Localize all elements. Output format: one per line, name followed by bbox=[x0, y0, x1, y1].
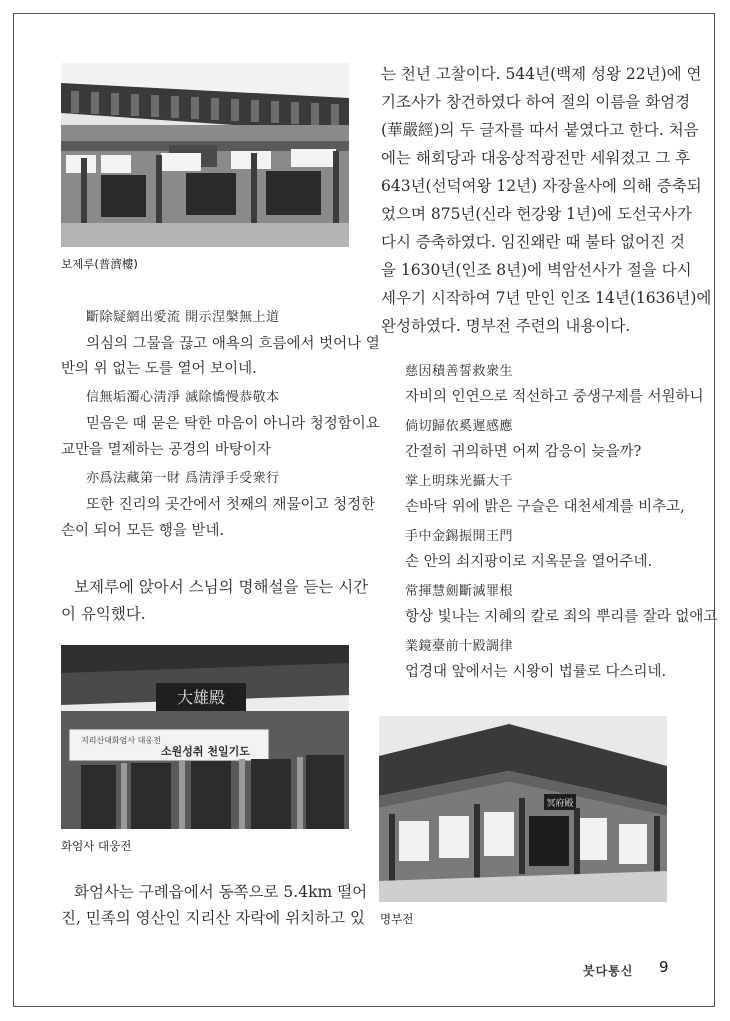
verse-hanja-1: 斷除疑網出愛流 開示涅槃無上道 bbox=[86, 310, 280, 325]
paragraph-line: 화엄사는 구례읍에서 동쪽으로 5.4km 떨어 bbox=[74, 883, 368, 901]
myeongbujeon-caption: 명부전 bbox=[380, 912, 414, 926]
right-paragraph-line: 기조사가 창건하였다 하여 절의 이름을 화엄경 bbox=[381, 93, 691, 111]
verse-korean-1a: 의심의 그물을 끊고 애욕의 흐름에서 벗어나 열 bbox=[86, 336, 380, 352]
verse-korean: 자비의 인연으로 적선하고 중생구제를 서원하니 bbox=[405, 389, 704, 405]
verse-korean-2a: 믿음은 때 묻은 탁한 마음이 아니라 청정함이요 bbox=[86, 416, 380, 432]
verse-hanja: 掌上明珠光攝大千 bbox=[405, 474, 514, 489]
verse-korean-2b: 교만을 멸제하는 공경의 바탕이자 bbox=[61, 442, 271, 458]
right-paragraph-line: 을 1630년(인조 8년)에 벽암선사가 절을 다시 bbox=[381, 261, 692, 279]
magazine-logo: 붓다통신 bbox=[583, 964, 634, 978]
banner-line-1: 지리산대화엄사 대웅전 bbox=[81, 736, 161, 745]
myeongbujeon-plaque: 冥府殿 bbox=[546, 799, 574, 809]
daeungjeon-photo bbox=[61, 645, 349, 829]
right-paragraph-line: 에는 해회당과 대웅상적광전만 세워졌고 그 후 bbox=[381, 149, 691, 167]
verse-korean: 업경대 앞에서는 시왕이 법률로 다스리네. bbox=[405, 664, 667, 680]
verse-korean: 손 안의 쇠지팡이로 지옥문을 열어주네. bbox=[405, 554, 653, 570]
right-paragraph-line: 다시 증축하였다. 임진왜란 때 불타 없어진 것 bbox=[381, 233, 686, 251]
right-paragraph-line: 완성하였다. 명부전 주련의 내용이다. bbox=[381, 317, 631, 335]
right-paragraph-line: 었으며 875년(신라 헌강왕 1년)에 도선국사가 bbox=[381, 205, 692, 223]
bojeru-caption: 보제루(普濟樓) bbox=[61, 257, 138, 271]
paragraph-line: 진, 민족의 영산인 지리산 자락에 위치하고 있 bbox=[61, 909, 366, 927]
verse-hanja: 倘切歸依奚遲感應 bbox=[405, 419, 514, 434]
verse-korean-3a: 또한 진리의 곳간에서 첫째의 재물이고 청정한 bbox=[86, 497, 376, 513]
daeungjeon-caption: 화엄사 대웅전 bbox=[61, 839, 132, 853]
paragraph-line: 보제루에 앉아서 스님의 명해설을 듣는 시간 bbox=[74, 578, 369, 596]
myeongbujeon-photo bbox=[379, 716, 667, 902]
verse-korean: 손바닥 위에 밝은 구슬은 대천세계를 비추고, bbox=[405, 499, 685, 515]
verse-korean: 간절히 귀의하면 어찌 감응이 늦을까? bbox=[405, 444, 642, 460]
verse-hanja: 常揮慧劍斷滅罪根 bbox=[405, 584, 514, 599]
daeungjeon-plaque: 大雄殿 bbox=[176, 688, 226, 707]
verse-korean-1b: 반의 위 없는 도를 열어 보이네. bbox=[61, 361, 257, 377]
verse-hanja-3: 亦爲法藏第一財 爲淸淨手受衆行 bbox=[86, 471, 280, 486]
right-paragraph-line: 세우기 시작하여 7년 만인 인조 14년(1636년)에 bbox=[381, 289, 712, 307]
right-paragraph-line: 643년(선덕여왕 12년) 자장율사에 의해 증축되 bbox=[381, 177, 702, 195]
verse-hanja-2: 信無垢濁心淸淨 滅除憍慢恭敬本 bbox=[86, 390, 280, 405]
banner-line-2: 소원성취 천일기도 bbox=[161, 745, 250, 758]
right-paragraph-line: 는 천년 고찰이다. 544년(백제 성왕 22년)에 연 bbox=[381, 65, 702, 83]
right-paragraph-line: (華嚴經)의 두 글자를 따서 붙였다고 한다. 처음 bbox=[381, 121, 699, 139]
bojeru-photo bbox=[61, 63, 349, 247]
verse-hanja: 慈因積善誓救衆生 bbox=[405, 364, 514, 379]
verse-hanja: 業鏡臺前十殿調律 bbox=[405, 639, 514, 654]
page-number: 9 bbox=[659, 958, 669, 976]
verse-korean: 항상 빛나는 지혜의 칼로 죄의 뿌리를 잘라 없애고 bbox=[405, 609, 718, 625]
paragraph-line: 이 유익했다. bbox=[61, 605, 146, 623]
verse-hanja: 手中金錫振開王門 bbox=[405, 529, 514, 544]
verse-korean-3b: 손이 되어 모든 행을 받네. bbox=[61, 523, 225, 539]
